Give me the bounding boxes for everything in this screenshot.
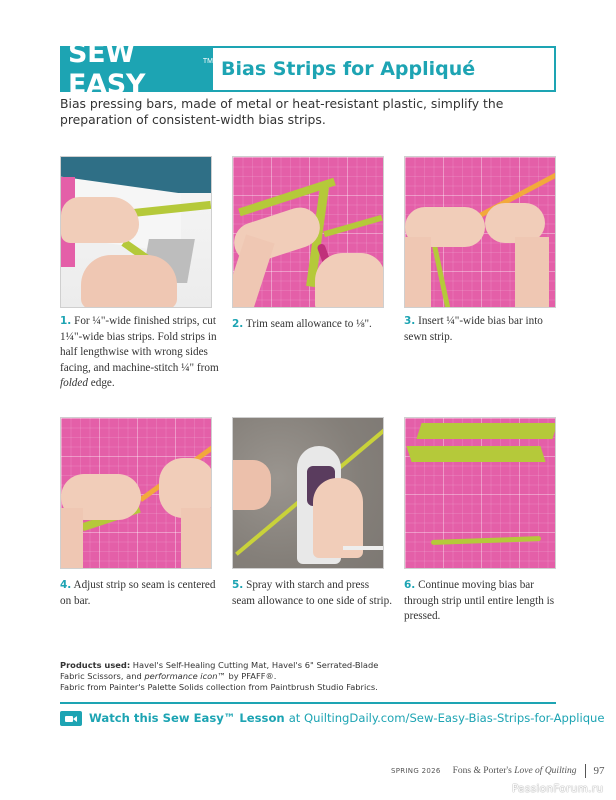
step-number: 5. <box>232 579 244 591</box>
trademark-mark: TM <box>202 57 213 65</box>
step-2-photo <box>232 156 384 308</box>
magazine-name-italic: Love of Quilting <box>514 766 577 776</box>
step-4-caption <box>60 578 220 609</box>
products-line-1-tail: by PFAFF®. <box>225 670 277 681</box>
step-text-tail: edge. <box>87 377 115 389</box>
section-header <box>60 38 556 100</box>
divider-rule <box>60 702 556 704</box>
step-1-caption <box>60 314 220 392</box>
magazine-name <box>453 766 577 776</box>
page-number: 97 <box>593 765 605 777</box>
products-label: Products used: <box>60 660 131 670</box>
step-3-photo <box>404 156 556 308</box>
intro-paragraph: Bias pressing bars, made of metal or heat-resistant plastic, simplify the preparation of consistent-width bias strips. <box>60 96 504 127</box>
step-3-caption <box>404 314 564 345</box>
magazine-name-prefix: Fons & Porter's <box>452 766 515 776</box>
step-number: 4. <box>60 579 72 591</box>
footer-separator <box>585 764 586 778</box>
products-italic: performance icon™ <box>144 670 226 681</box>
products-line-1: Havel's Self-Healing Cutting Mat, Havel's 6" Serrated-Blade Fabric Scissors, and <box>60 660 379 681</box>
products-used-note <box>60 660 380 692</box>
step-5-photo <box>232 417 384 569</box>
step-text-italic: folded <box>60 377 88 389</box>
step-number: 6. <box>404 579 416 591</box>
video-camera-icon <box>60 711 82 726</box>
step-text: Continue moving bias bar through strip until entire length is pressed. <box>404 579 555 622</box>
page-footer <box>391 764 605 778</box>
sew-easy-badge <box>62 38 213 100</box>
step-text: Spray with starch and press seam allowance to one side of strip. <box>232 579 392 607</box>
watermark: PassionForum.ru <box>512 783 604 795</box>
step-number: 3. <box>404 315 416 327</box>
step-6-photo <box>404 417 556 569</box>
step-4-photo <box>60 417 212 569</box>
step-number: 2. <box>232 318 244 330</box>
step-text: Insert ¼"-wide bias bar into sewn strip. <box>404 315 543 343</box>
step-text: For ¼"-wide finished strips, cut 1¼"-wide bias strips. Fold strips in half lengthwise with wrong sides facing, and machine-stitch ¼" from <box>60 315 219 374</box>
step-2-caption <box>232 317 392 333</box>
products-line-2: Fabric from Painter's Palette Solids collection from Paintbrush Studio Fabrics. <box>60 681 378 692</box>
step-1-photo <box>60 156 212 308</box>
watch-lesson-link[interactable] <box>60 710 605 726</box>
brand-label: SEW EASY <box>68 38 146 100</box>
issue-season: SPRING 2026 <box>391 767 441 775</box>
lesson-url-link[interactable]: at QuiltingDaily.com/Sew-Easy-Bias-Strips-for-Applique <box>288 711 605 725</box>
watch-lesson-label[interactable]: Watch this Sew Easy™ Lesson <box>89 711 285 725</box>
page-title: Bias Strips for Appliqué <box>221 58 476 80</box>
step-text: Trim seam allowance to ⅛". <box>245 318 372 330</box>
step-text: Adjust strip so seam is centered on bar. <box>60 579 216 607</box>
step-5-caption <box>232 578 392 609</box>
step-number: 1. <box>60 315 72 327</box>
step-6-caption <box>404 578 564 625</box>
